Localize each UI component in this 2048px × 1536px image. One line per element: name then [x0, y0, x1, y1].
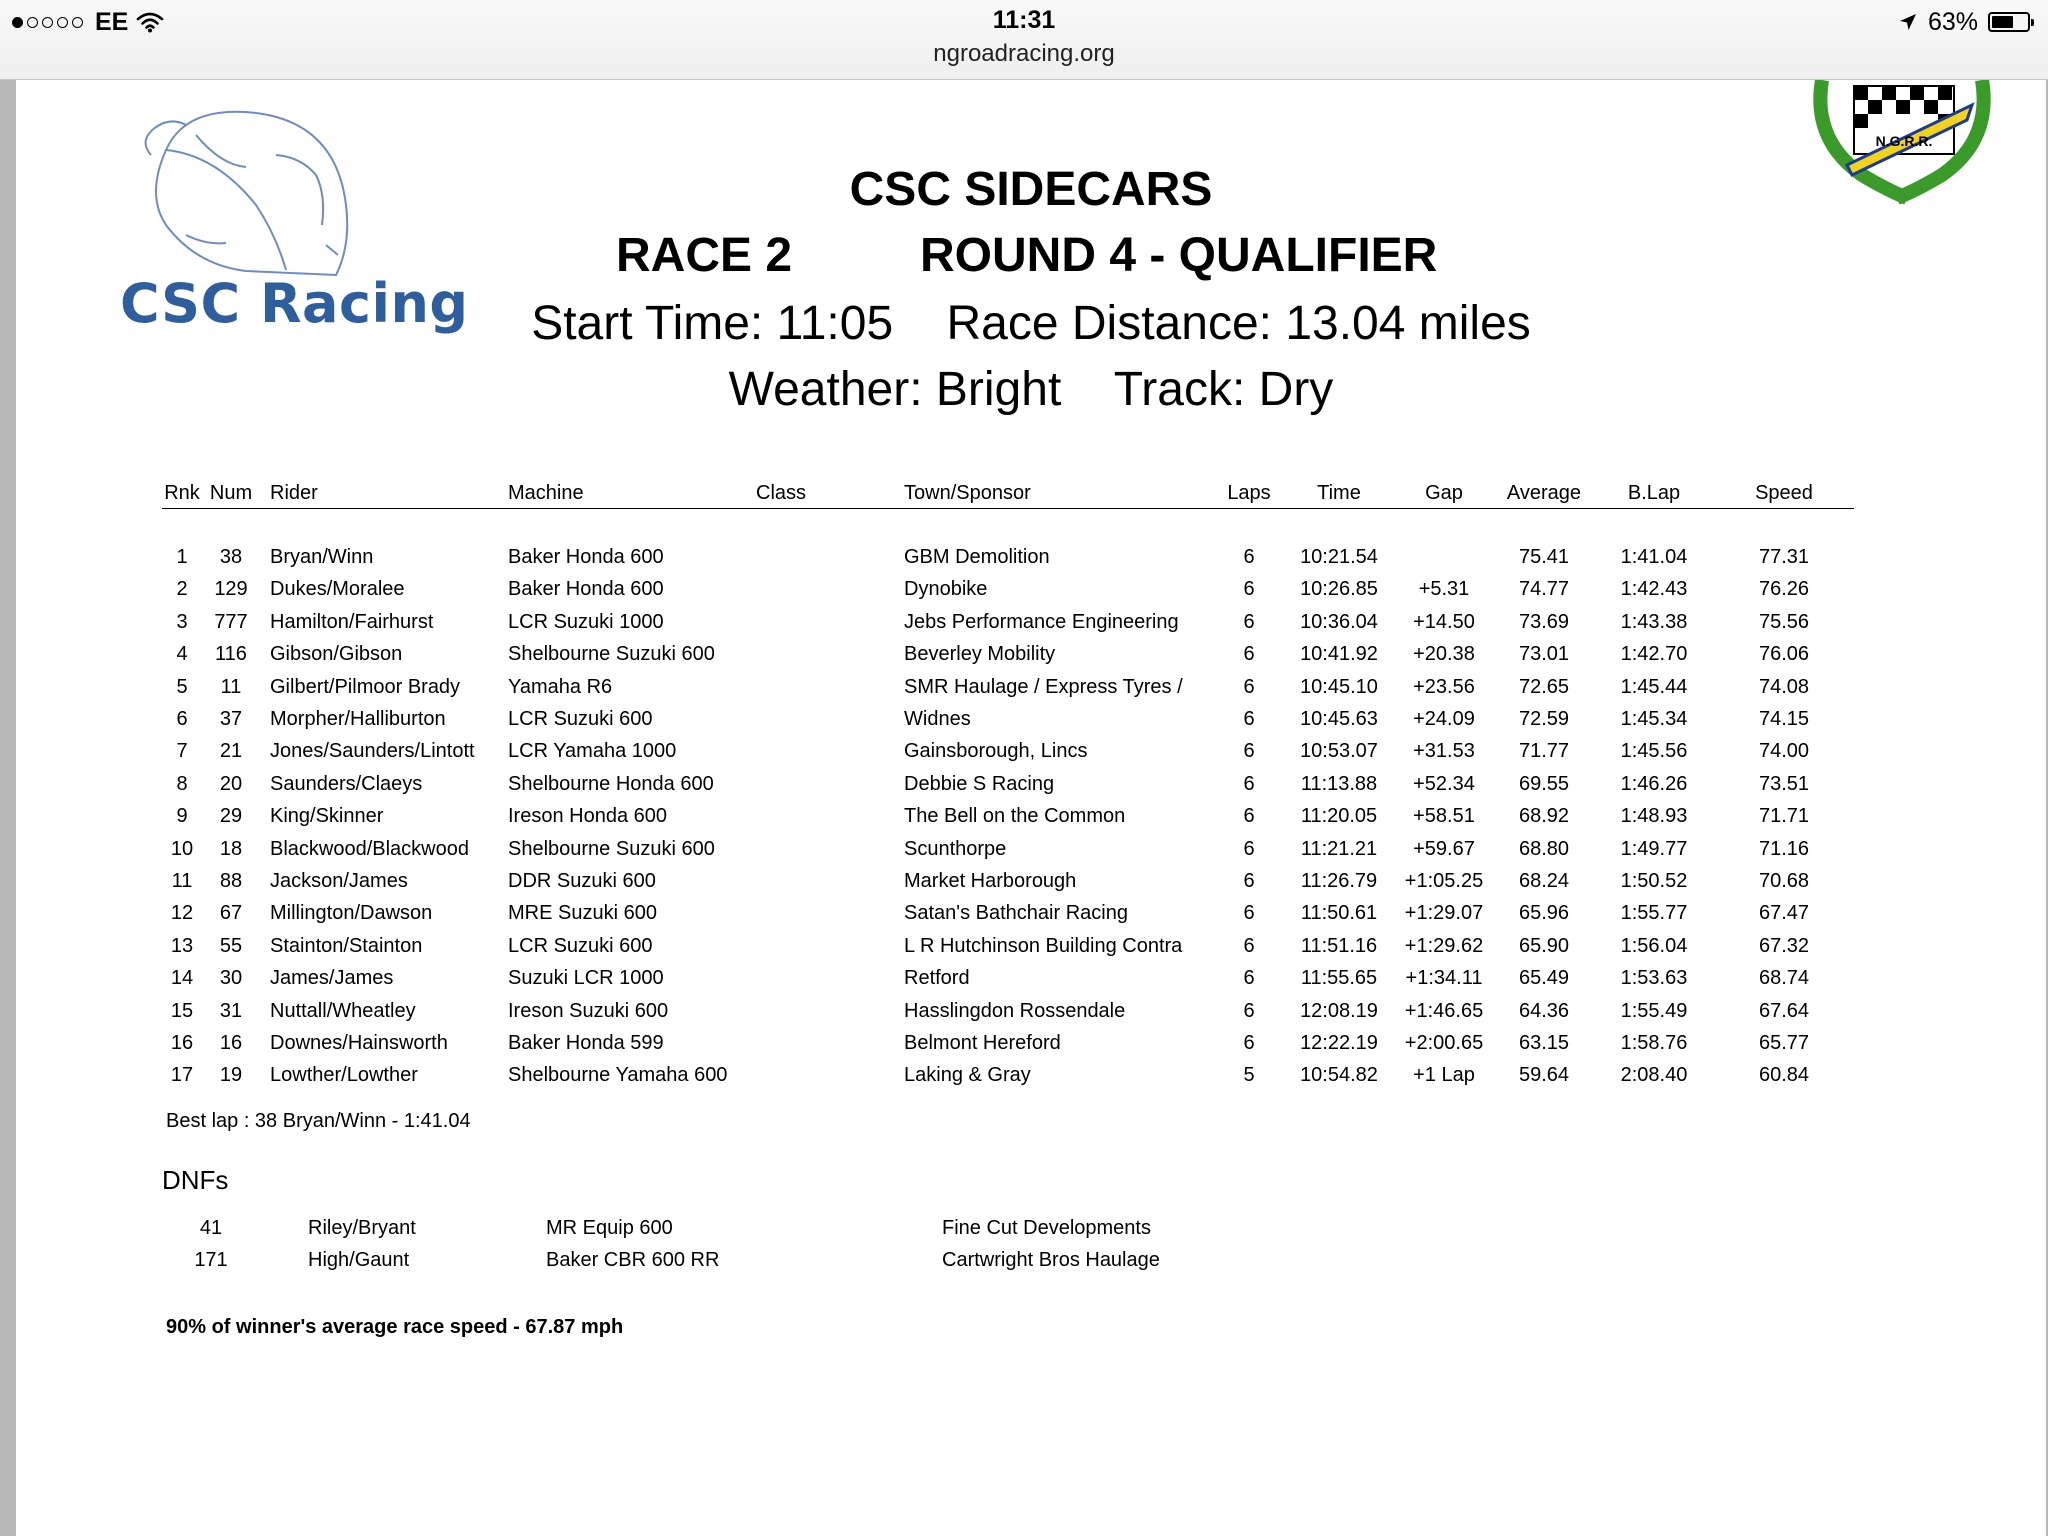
cell-speed: 76.26 [1758, 578, 1810, 601]
cell-gap: +1 Lap [1413, 1064, 1475, 1087]
round-label: ROUND 4 - QUALIFIER [920, 229, 1438, 282]
qualifying-speed-note: 90% of winner's average race speed - 67.87 mph [166, 1316, 624, 1338]
cell-best-lap: 1:56.04 [1620, 934, 1688, 957]
cell-rank: 5 [176, 675, 188, 698]
cell-town-sponsor: Beverley Mobility [904, 643, 1056, 666]
cell-average: 73.01 [1518, 643, 1570, 666]
cell-laps: 6 [1243, 610, 1255, 633]
cell-average: 65.96 [1518, 902, 1570, 925]
cell-time: 10:26.85 [1300, 578, 1378, 601]
cell-town-sponsor: Market Harborough [904, 869, 1077, 892]
cell-rank: 2 [176, 578, 188, 601]
best-lap-summary: Best lap : 38 Bryan/Winn - 1:41.04 [166, 1110, 471, 1132]
results-document [16, 80, 2046, 1536]
csc-racing-logo: CSC Racing [120, 272, 469, 335]
cell-machine: Ireson Honda 600 [508, 805, 668, 828]
cell-speed: 74.08 [1758, 675, 1810, 698]
track-condition: Track: Dry [1113, 363, 1334, 416]
cell-number: 30 [219, 967, 243, 990]
cell-rank: 12 [170, 902, 194, 925]
cell-town-sponsor: GBM Demolition [904, 546, 1050, 569]
cell-average: 72.65 [1518, 675, 1570, 698]
table-row [162, 1060, 1854, 1092]
dnf-table [162, 1212, 1252, 1277]
cell-rank: 11 [171, 869, 193, 892]
cell-rank: 8 [176, 772, 188, 795]
cell-best-lap: 1:53.63 [1620, 967, 1688, 990]
results-table [162, 478, 1854, 1092]
event-title: CSC SIDECARS [849, 163, 1213, 216]
cell-gap: +31.53 [1413, 740, 1475, 763]
cell-gap: +20.38 [1413, 643, 1475, 666]
cell-speed: 73.51 [1758, 772, 1810, 795]
cell-machine: LCR Suzuki 600 [508, 708, 653, 731]
cell-machine: Baker Honda 599 [508, 1031, 664, 1054]
col-time: Time [1284, 478, 1394, 509]
url-address-bar[interactable]: ngroadracing.org [933, 40, 1115, 67]
table-row [162, 1027, 1854, 1059]
cell-town-sponsor: L R Hutchinson Building Contra [904, 934, 1183, 957]
cell-rider: James/James [270, 967, 394, 990]
cell-machine: DDR Suzuki 600 [508, 869, 656, 892]
cell-gap: +1:05.25 [1404, 869, 1484, 892]
cell-class [756, 639, 904, 671]
cell-machine: Yamaha R6 [508, 675, 613, 698]
table-row [162, 736, 1854, 768]
cell-town-sponsor: Laking & Gray [904, 1064, 1031, 1087]
cell-number: 88 [219, 869, 243, 892]
cell-best-lap: 1:45.44 [1620, 675, 1688, 698]
cell-laps: 5 [1243, 1064, 1255, 1087]
table-row [162, 865, 1854, 897]
cell-speed: 74.15 [1758, 708, 1810, 731]
cell-class [756, 574, 904, 606]
cell-number: 777 [214, 610, 248, 633]
table-row [162, 768, 1854, 800]
header-spacer [162, 509, 1854, 542]
cell-best-lap: 1:46.26 [1620, 772, 1688, 795]
cell-rank: 16 [170, 1031, 194, 1054]
dnf-cell-number: 171 [194, 1249, 228, 1272]
cell-rider: Gibson/Gibson [270, 643, 403, 666]
dnf-cell-gap [260, 1212, 298, 1245]
cell-machine: Baker Honda 600 [508, 578, 664, 601]
cell-rank: 4 [176, 643, 188, 666]
cell-laps: 6 [1243, 837, 1255, 860]
cell-laps: 6 [1243, 546, 1255, 569]
cell-town-sponsor: Debbie S Racing [904, 772, 1055, 795]
cell-class [756, 833, 904, 865]
dnf-cell-town-sponsor: Cartwright Bros Haulage [942, 1249, 1160, 1272]
cell-rider: Stainton/Stainton [270, 934, 423, 957]
cell-class [756, 1027, 904, 1059]
col-speed: Speed [1714, 478, 1854, 509]
dnf-cell-town-sponsor: Fine Cut Developments [942, 1216, 1151, 1239]
ngrr-logo-text: N.G.R.R. [1875, 133, 1933, 149]
cell-best-lap: 1:43.38 [1620, 610, 1688, 633]
dnf-cell-number: 41 [199, 1216, 223, 1239]
table-row [162, 639, 1854, 671]
cell-time: 10:45.63 [1300, 708, 1378, 731]
cell-rider: Morpher/Halliburton [270, 708, 446, 731]
cell-time: 11:51.16 [1300, 934, 1378, 957]
cell-number: 21 [219, 740, 243, 763]
cell-time: 10:54.82 [1300, 1064, 1378, 1087]
cell-average: 75.41 [1518, 546, 1570, 569]
cell-class [756, 671, 904, 703]
cell-rider: Lowther/Lowther [270, 1064, 418, 1087]
cell-average: 65.49 [1518, 967, 1570, 990]
cell-best-lap: 1:55.49 [1620, 999, 1688, 1022]
cell-gap: +58.51 [1413, 805, 1475, 828]
cell-machine: LCR Suzuki 600 [508, 934, 653, 957]
cell-speed: 67.32 [1758, 934, 1810, 957]
cell-average: 68.92 [1518, 805, 1570, 828]
cell-number: 29 [219, 805, 243, 828]
table-row [162, 574, 1854, 606]
cell-average: 64.36 [1518, 999, 1570, 1022]
table-row [162, 898, 1854, 930]
cell-speed: 65.77 [1758, 1031, 1810, 1054]
cell-rider: Nuttall/Wheatley [270, 999, 416, 1022]
cell-rider: Bryan/Winn [270, 546, 374, 569]
cell-time: 12:22.19 [1300, 1031, 1378, 1054]
cell-best-lap: 1:42.43 [1620, 578, 1688, 601]
cell-gap: +24.09 [1413, 708, 1475, 731]
cell-machine: Ireson Suzuki 600 [508, 999, 669, 1022]
cell-machine: MRE Suzuki 600 [508, 902, 657, 925]
results-header-row [162, 478, 1854, 509]
col-laps: Laps [1214, 478, 1284, 509]
cell-average: 74.77 [1518, 578, 1570, 601]
cell-time: 11:13.88 [1300, 772, 1378, 795]
cell-laps: 6 [1243, 643, 1255, 666]
cell-machine: LCR Suzuki 1000 [508, 610, 664, 633]
cell-class [756, 541, 904, 573]
cell-rider: Hamilton/Fairhurst [270, 610, 434, 633]
cell-best-lap: 1:50.52 [1620, 869, 1688, 892]
cell-time: 11:55.65 [1300, 967, 1378, 990]
battery-icon [1988, 12, 2030, 32]
cell-rank: 10 [170, 837, 194, 860]
conditions-line [16, 362, 2046, 417]
cell-rank: 7 [176, 740, 188, 763]
cell-town-sponsor: Gainsborough, Lincs [904, 740, 1088, 763]
table-row [162, 671, 1854, 703]
cell-speed: 60.84 [1758, 1064, 1810, 1087]
cell-laps: 6 [1243, 772, 1255, 795]
cell-speed: 77.31 [1758, 546, 1810, 569]
cell-average: 71.77 [1518, 740, 1570, 763]
col-average: Average [1494, 478, 1594, 509]
cell-average: 63.15 [1518, 1031, 1570, 1054]
cell-laps: 6 [1243, 675, 1255, 698]
cell-best-lap: 1:45.56 [1620, 740, 1688, 763]
cell-rider: Dukes/Moralee [270, 578, 405, 601]
cell-town-sponsor: Jebs Performance Engineering [904, 610, 1179, 633]
cell-speed: 71.16 [1758, 837, 1810, 860]
dnf-cell-rider: High/Gaunt [308, 1249, 410, 1272]
dnf-cell-machine: MR Equip 600 [546, 1216, 673, 1239]
cell-town-sponsor: Hasslingdon Rossendale [904, 999, 1126, 1022]
cell-class [756, 930, 904, 962]
cell-average: 72.59 [1518, 708, 1570, 731]
cell-machine: Shelbourne Honda 600 [508, 772, 714, 795]
cell-number: 67 [219, 902, 243, 925]
cell-time: 10:53.07 [1300, 740, 1378, 763]
cell-rider: King/Skinner [270, 805, 384, 828]
cell-best-lap: 1:49.77 [1620, 837, 1688, 860]
cell-rider: Jackson/James [270, 869, 408, 892]
cell-best-lap: 1:58.76 [1620, 1031, 1688, 1054]
carrier-name: EE [95, 7, 129, 36]
dnf-row [162, 1245, 1252, 1278]
cell-laps: 6 [1243, 740, 1255, 763]
cell-class [756, 801, 904, 833]
table-row [162, 962, 1854, 994]
cell-best-lap: 1:41.04 [1620, 546, 1688, 569]
cell-best-lap: 1:48.93 [1620, 805, 1688, 828]
cell-town-sponsor: Dynobike [904, 578, 988, 601]
cell-number: 38 [219, 546, 243, 569]
cell-machine: Shelbourne Suzuki 600 [508, 643, 715, 666]
cell-number: 20 [219, 772, 243, 795]
cell-gap: +23.56 [1413, 675, 1475, 698]
cell-rank: 17 [170, 1064, 194, 1087]
dnf-cell-class [794, 1212, 942, 1245]
cell-time: 11:21.21 [1300, 837, 1378, 860]
weather: Weather: Bright [728, 363, 1062, 416]
cell-laps: 6 [1243, 902, 1255, 925]
cell-speed: 75.56 [1758, 610, 1810, 633]
cell-laps: 6 [1243, 1031, 1255, 1054]
cell-number: 18 [219, 837, 243, 860]
cell-speed: 67.64 [1758, 999, 1810, 1022]
cell-time: 11:26.79 [1300, 869, 1378, 892]
cell-class [756, 898, 904, 930]
cell-number: 19 [219, 1064, 243, 1087]
col-gap: Gap [1394, 478, 1494, 509]
cell-number: 16 [219, 1031, 243, 1054]
col-number: Num [202, 478, 260, 509]
cell-gap: +1:34.11 [1405, 967, 1483, 990]
cell-best-lap: 1:42.70 [1620, 643, 1688, 666]
cell-rank: 9 [176, 805, 188, 828]
battery-percentage: 63% [1927, 7, 1978, 36]
cell-laps: 6 [1243, 578, 1255, 601]
race-info-line [16, 296, 2046, 351]
cell-gap: +2:00.65 [1404, 1031, 1484, 1054]
cell-class [756, 736, 904, 768]
col-town-sponsor: Town/Sponsor [904, 478, 1214, 509]
cell-number: 129 [214, 578, 248, 601]
cell-laps: 6 [1243, 805, 1255, 828]
race-number: RACE 2 [616, 229, 793, 282]
cell-rider: Millington/Dawson [270, 902, 433, 925]
table-row [162, 995, 1854, 1027]
table-row [162, 541, 1854, 573]
cell-class [756, 703, 904, 735]
race-distance: Race Distance: 13.04 miles [946, 297, 1531, 350]
cell-town-sponsor: Retford [904, 967, 970, 990]
dnf-cell-class [794, 1245, 942, 1278]
cell-gap: +1:29.07 [1404, 902, 1484, 925]
cell-average: 65.90 [1518, 934, 1570, 957]
cell-town-sponsor: SMR Haulage / Express Tyres / [904, 675, 1183, 698]
cell-gap [1394, 541, 1494, 573]
cell-average: 73.69 [1518, 610, 1570, 633]
table-row [162, 703, 1854, 735]
cell-rider: Blackwood/Blackwood [270, 837, 469, 860]
cell-rank: 6 [176, 708, 188, 731]
cell-town-sponsor: Belmont Hereford [904, 1031, 1061, 1054]
cell-number: 31 [219, 999, 243, 1022]
col-best-lap: B.Lap [1594, 478, 1714, 509]
cell-gap: +5.31 [1418, 578, 1470, 601]
status-right [1898, 6, 2030, 38]
cell-time: 11:20.05 [1300, 805, 1378, 828]
cell-speed: 74.00 [1758, 740, 1810, 763]
col-rider: Rider [260, 478, 508, 509]
cell-rank: 14 [170, 967, 194, 990]
start-time: Start Time: 11:05 [531, 297, 894, 350]
cell-average: 59.64 [1518, 1064, 1570, 1087]
cell-time: 10:41.92 [1300, 643, 1378, 666]
cell-speed: 76.06 [1758, 643, 1810, 666]
cell-laps: 6 [1243, 934, 1255, 957]
cell-best-lap: 1:45.34 [1620, 708, 1688, 731]
cell-class [756, 1060, 904, 1092]
status-time: 11:31 [992, 6, 1056, 34]
dnf-cell-rider: Riley/Bryant [308, 1216, 416, 1239]
cell-rider: Downes/Hainsworth [270, 1031, 448, 1054]
cell-gap: +59.67 [1413, 837, 1475, 860]
cell-gap: +1:46.65 [1404, 999, 1484, 1022]
cell-town-sponsor: The Bell on the Common [904, 805, 1126, 828]
cell-speed: 70.68 [1758, 869, 1810, 892]
cell-best-lap: 2:08.40 [1620, 1064, 1688, 1087]
cell-number: 116 [215, 643, 247, 666]
cell-class [756, 768, 904, 800]
cell-average: 68.24 [1518, 869, 1570, 892]
cell-rank: 1 [176, 546, 188, 569]
cell-machine: Suzuki LCR 1000 [508, 967, 664, 990]
cell-machine: Shelbourne Suzuki 600 [508, 837, 715, 860]
table-row [162, 930, 1854, 962]
table-row [162, 801, 1854, 833]
cell-rank: 3 [176, 610, 188, 633]
cell-class [756, 995, 904, 1027]
dnf-cell-machine: Baker CBR 600 RR [546, 1249, 720, 1272]
cell-speed: 67.47 [1758, 902, 1810, 925]
cell-machine: Baker Honda 600 [508, 546, 664, 569]
battery-fill [1992, 16, 2013, 28]
cell-rider: Saunders/Claeys [270, 772, 423, 795]
cell-time: 12:08.19 [1300, 999, 1378, 1022]
col-class: Class [756, 478, 904, 509]
cell-time: 10:21.54 [1300, 546, 1378, 569]
cell-rider: Jones/Saunders/Lintott [270, 740, 475, 763]
cell-number: 55 [219, 934, 243, 957]
cell-laps: 6 [1243, 999, 1255, 1022]
cell-rank: 15 [170, 999, 194, 1022]
cell-laps: 6 [1243, 869, 1255, 892]
cell-time: 10:36.04 [1300, 610, 1378, 633]
cell-time: 11:50.61 [1300, 902, 1378, 925]
cell-gap: +14.50 [1413, 610, 1475, 633]
table-row [162, 833, 1854, 865]
cell-class [756, 865, 904, 897]
cell-gap: +1:29.62 [1404, 934, 1484, 957]
cell-laps: 6 [1243, 967, 1255, 990]
cell-rank: 13 [170, 934, 194, 957]
cell-machine: Shelbourne Yamaha 600 [508, 1064, 728, 1087]
cell-class [756, 606, 904, 638]
browser-top-bar [0, 0, 2048, 80]
cell-machine: LCR Yamaha 1000 [508, 740, 677, 763]
cell-town-sponsor: Satan's Bathchair Racing [904, 902, 1128, 925]
table-row [162, 606, 1854, 638]
cell-time: 10:45.10 [1300, 675, 1378, 698]
cell-average: 69.55 [1518, 772, 1570, 795]
cell-class [756, 962, 904, 994]
cell-gap: +52.34 [1413, 772, 1475, 795]
cell-number: 37 [219, 708, 243, 731]
cell-number: 11 [220, 675, 242, 698]
dnf-cell-gap [260, 1245, 298, 1278]
cell-speed: 71.71 [1758, 805, 1810, 828]
cell-speed: 68.74 [1758, 967, 1810, 990]
cell-town-sponsor: Scunthorpe [904, 837, 1007, 860]
cell-town-sponsor: Widnes [904, 708, 971, 731]
cell-laps: 6 [1243, 708, 1255, 731]
col-machine: Machine [508, 478, 756, 509]
col-rank: Rnk [162, 478, 202, 509]
dnf-heading: DNFs [162, 1165, 229, 1195]
cell-rider: Gilbert/Pilmoor Brady [270, 675, 461, 698]
location-arrow-icon [1898, 12, 1918, 32]
cell-average: 68.80 [1518, 837, 1570, 860]
dnf-row [162, 1212, 1252, 1245]
cell-best-lap: 1:55.77 [1620, 902, 1688, 925]
